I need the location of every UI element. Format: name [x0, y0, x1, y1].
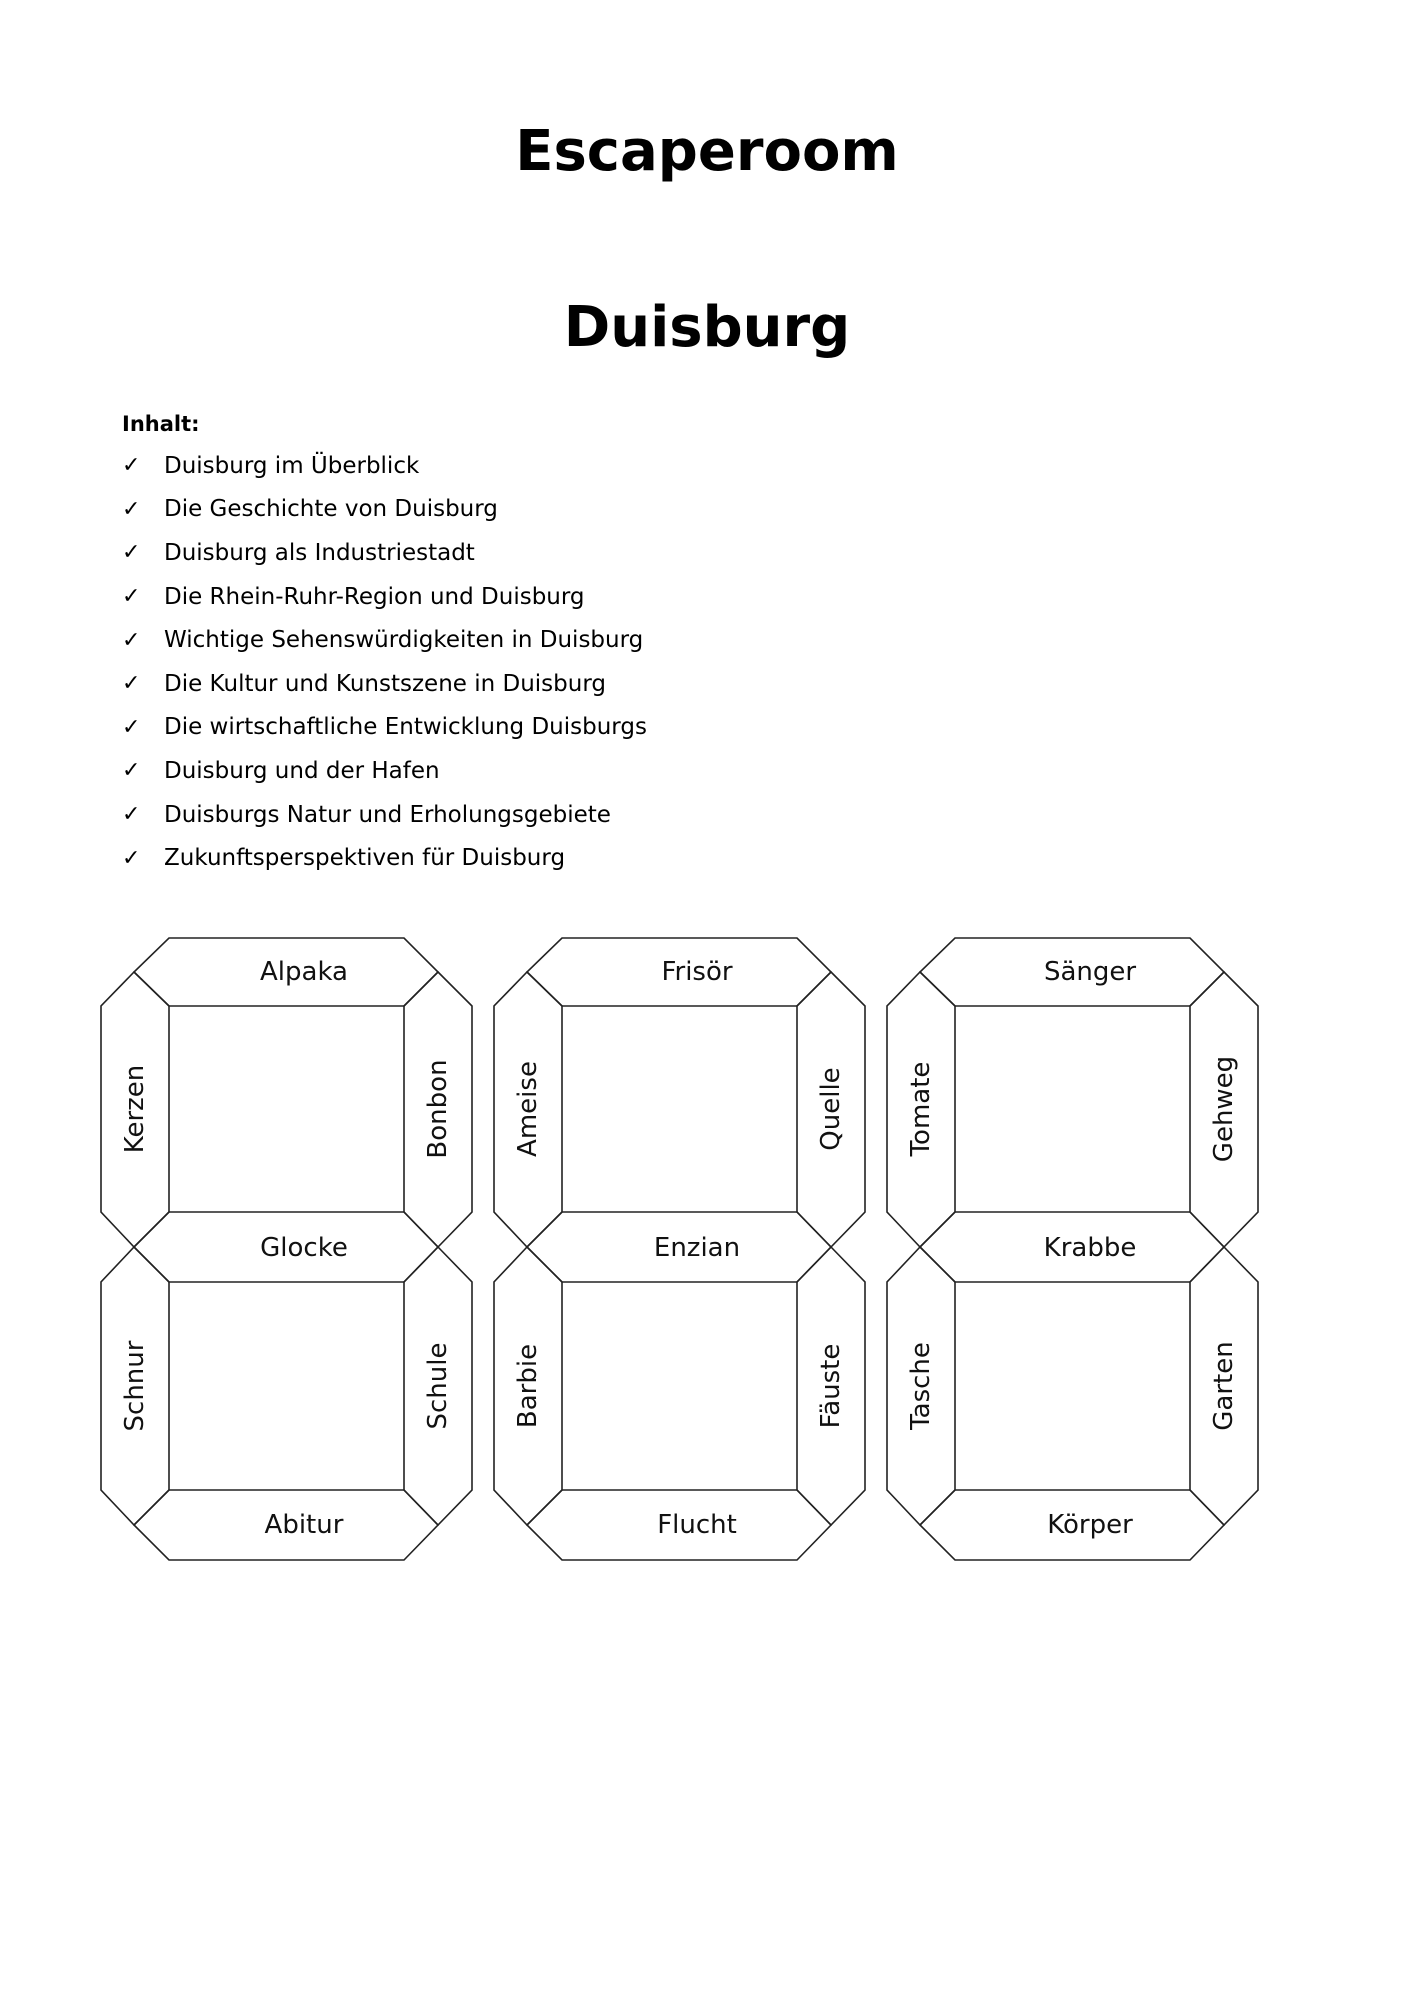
- segment-label-middle: Glocke: [260, 1233, 348, 1263]
- segment-label-bottom: Abitur: [264, 1510, 344, 1540]
- toc-item-label: Duisburg im Überblick: [164, 452, 420, 479]
- segment-label-lower-left: Tasche: [906, 1342, 936, 1430]
- toc-heading: Inhalt:: [122, 412, 200, 436]
- segment-label-lower-right: Schule: [423, 1342, 453, 1430]
- checkmark-icon: ✓: [122, 845, 141, 871]
- checkmark-icon: ✓: [122, 627, 141, 653]
- toc-item-label: Duisburg als Industriestadt: [164, 539, 475, 566]
- digit-panel: [101, 938, 472, 1560]
- segment-label-upper-left: Tomate: [906, 1061, 936, 1157]
- segment-label-lower-left: Barbie: [513, 1343, 543, 1429]
- toc-item-label: Die Geschichte von Duisburg: [164, 496, 498, 523]
- toc-item-label: Duisburgs Natur und Erholungsgebiete: [164, 801, 611, 828]
- segment-label-bottom: Körper: [1047, 1510, 1133, 1540]
- toc-item-label: Die Kultur und Kunstszene in Duisburg: [164, 670, 606, 697]
- checkmark-icon: ✓: [122, 540, 141, 566]
- toc-item-label: Die Rhein-Ruhr-Region und Duisburg: [164, 583, 585, 610]
- toc-item-label: Die wirtschaftliche Entwicklung Duisburgs: [164, 714, 647, 741]
- segment-label-lower-left: Schnur: [120, 1340, 150, 1432]
- segment-label-top: Alpaka: [260, 957, 348, 987]
- checkmark-icon: ✓: [122, 496, 141, 522]
- document-subtitle: Duisburg: [563, 295, 851, 360]
- segment-label-upper-right: Quelle: [816, 1067, 846, 1151]
- checkmark-icon: ✓: [122, 671, 141, 697]
- segment-label-upper-left: Kerzen: [120, 1064, 150, 1154]
- segment-label-lower-right: Fäuste: [816, 1343, 846, 1429]
- checkmark-icon: ✓: [122, 714, 141, 740]
- toc-item-label: Zukunftsperspektiven für Duisburg: [164, 845, 566, 872]
- segment-label-upper-right: Gehweg: [1209, 1055, 1239, 1163]
- segment-label-middle: Krabbe: [1043, 1233, 1137, 1263]
- digit-panel: [494, 938, 865, 1560]
- segment-label-bottom: Flucht: [657, 1510, 737, 1540]
- segment-label-middle: Enzian: [653, 1233, 741, 1263]
- toc-item-label: Duisburg und der Hafen: [164, 757, 440, 784]
- segment-label-top: Sänger: [1043, 957, 1137, 987]
- segment-label-upper-right: Bonbon: [423, 1059, 453, 1159]
- checkmark-icon: ✓: [122, 758, 141, 784]
- checkmark-icon: ✓: [122, 584, 141, 610]
- segment-label-lower-right: Garten: [1209, 1341, 1239, 1431]
- document-title: Escaperoom: [515, 119, 899, 184]
- segment-label-top: Frisör: [661, 957, 733, 987]
- digit-panel: [887, 938, 1258, 1560]
- checkmark-icon: ✓: [122, 802, 141, 828]
- toc-item-label: Wichtige Sehenswürdigkeiten in Duisburg: [164, 627, 644, 654]
- checkmark-icon: ✓: [122, 453, 141, 479]
- segment-label-upper-left: Ameise: [513, 1061, 543, 1157]
